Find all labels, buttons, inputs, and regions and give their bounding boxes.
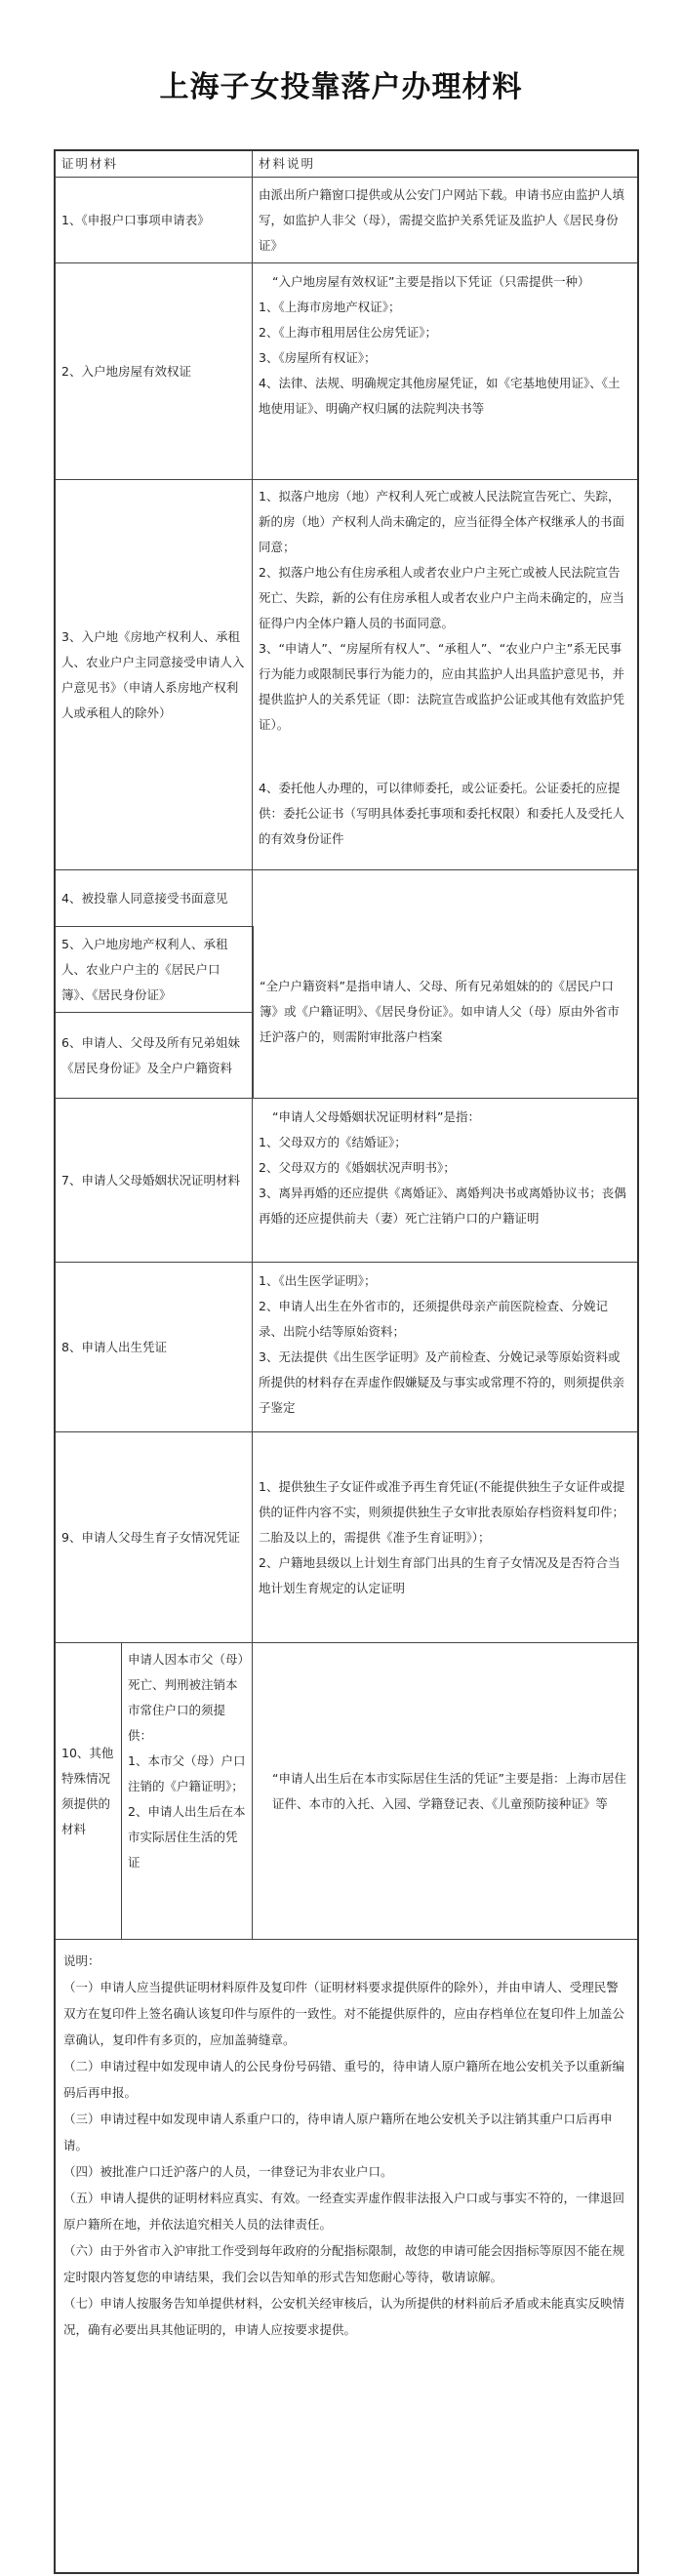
row-10-description: “申请人出生后在本市实际居住生活的凭证”主要是指：上海市居住证件、本市的入托、入园、学籍登记表、《儿童预防接种证》等 bbox=[272, 1770, 626, 1811]
row-9-description: 1、提供独生子女证件或准予再生育凭证(不能提供独生子女证件或提供的证件内容不实，则须提供独生子女审批表原始存档资料复印件；二胎及以上的，需提供《准予生育证明》）； 2、户籍地县级以上计划生育部门出具的生育子女情况及是否符合当地计划生育规定的认定证明 bbox=[259, 1478, 625, 1595]
notes-section bbox=[56, 1939, 637, 2574]
row-8-description: 1、《出生医学证明》； 2、申请人出生在外省市的，还须提供母亲产前医院检查、分娩记录、出院小结等原始资料； 3、无法提供《出生医学证明》及产前检查、分娩记录等原始资料或所提供的材料存在弄虚作假嫌疑及与事实或常理不符的，则须提供亲子鉴定 bbox=[259, 1273, 625, 1415]
row-2-material: 2、入户地房屋有效权证 bbox=[56, 263, 253, 479]
row-1-description: 由派出所户籍窗口提供或从公安门户网站下载。申请书应由监护人填写，如监护人非父（母），需提交监护关系凭证及监护人《居民身份证》 bbox=[259, 186, 625, 253]
table-row bbox=[56, 177, 637, 262]
header-materials: 证明材料 bbox=[56, 151, 253, 177]
row-1-material: 1、《申报户口事项申请表》 bbox=[56, 178, 253, 262]
table-row bbox=[56, 262, 637, 479]
table-row bbox=[56, 1642, 637, 1939]
row-4-material: 4、被投靠人同意接受书面意见 bbox=[56, 870, 253, 926]
row-3-description: 1、拟落户地房（地）产权利人死亡或被人民法院宣告死亡、失踪，新的房（地）产权利人尚未确定的，应当征得全体产权继承人的书面同意； 2、拟落户地公有住房承租人或者农业户户主死亡或被人民法院宣告死亡、失踪，新的公有住房承租人或者农业户户主尚未确定的，应当征得户内全体户籍人员的书面同意。 3、“申请人”、“房屋所有权人”、“承租人”、“农业户户主”系无民事行为能力或限制民事行为能力的，应由其监护人出具监护意见书，并提供监护人的关系凭证（即：法院宣告或监护公证或其他有效监护凭证）。 bbox=[259, 489, 625, 732]
note-item: （一）申请人应当提供证明材料原件及复印件（证明材料要求提供原件的除外），并由申请人、受理民警双方在复印件上签名确认该复印件与原件的一致性。对不能提供原件的，应由存档单位在复印件上加盖公章确认，复印件有多页的，应加盖骑缝章。 bbox=[63, 1980, 625, 2047]
note-item: （七）申请人按服务告知单提供材料，公安机关经审核后，认为所提供的材料前后矛盾或未能真实反映情况，确有必要出具其他证明的，申请人应按要求提供。 bbox=[63, 2296, 625, 2337]
header-description: 材料说明 bbox=[259, 156, 316, 171]
row-6-material: 6、申请人、父母及所有兄弟姐妹《居民身份证》及全户户籍资料 bbox=[56, 1013, 253, 1098]
table-row bbox=[56, 1098, 637, 1262]
note-item: （三）申请过程中如发现申请人系重户口的，待申请人原户籍所在地公安机关予以注销其重户口后再申请。 bbox=[63, 2112, 613, 2153]
row-4-description-text: 4、委托他人办理的，可以律师委托，或公证委托。公证委托的应提供：委托公证书（写明具体委托事项和委托权限）和委托人及受托人的有效身份证件 bbox=[259, 781, 625, 846]
note-item: （二）申请过程中如发现申请人的公民身份号码错、重号的，待申请人原户籍所在地公安机关予以重新编码后再申报。 bbox=[63, 2059, 625, 2100]
row-6-description: “全户户籍资料”是指申请人、父母、所有兄弟姐妹的的《居民户口簿》或《户籍证明》、《居民身份证》。如申请人父（母）原由外省市迁沪落户的，则需附审批落户档案 bbox=[253, 926, 637, 1098]
table-header bbox=[56, 151, 637, 177]
note-item: （六）由于外省市入沪审批工作受到每年政府的分配指标限制，故您的申请可能会因指标等原因不能在规定时限内答复您的申请结果，我们会以告知单的形式告知您耐心等待，敬请谅解。 bbox=[63, 2243, 625, 2284]
row-10-sub-material: 申请人因本市父（母）死亡、判刑被注销本市常住户口的须提供： 1、本市父（母）户口注销的《户籍证明》； 2、申请人出生后在本市实际居住生活的凭证 bbox=[122, 1643, 253, 1939]
notes-heading: 说明： bbox=[63, 1953, 100, 1968]
table-row bbox=[56, 1262, 637, 1431]
table-row bbox=[56, 1431, 637, 1642]
note-item: （四）被批准户口迁沪落户的人员，一律登记为非农业户口。 bbox=[63, 2164, 393, 2179]
page-title: 上海子女投靠落户办理材料 bbox=[159, 70, 523, 104]
row-7-material: 7、申请人父母婚姻状况证明材料 bbox=[56, 1099, 253, 1262]
materials-table bbox=[54, 149, 639, 2574]
note-item: （五）申请人提供的证明材料应真实、有效。一经查实弄虚作假非法报入户口或与事实不符的，一律退回原户籍所在地，并依法追究相关人员的法律责任。 bbox=[63, 2191, 625, 2232]
row-8-material: 8、申请人出生凭证 bbox=[56, 1263, 253, 1431]
row-7-description: “申请人父母婚姻状况证明材料”是指： 1、父母双方的《结婚证》； 2、父母双方的《婚姻状况声明书》； 3、离异再婚的还应提供《离婚证》、离婚判决书或离婚协议书；丧偶再婚的还应提供前夫（妻）死亡注销户口的户籍证明 bbox=[259, 1109, 626, 1226]
row-2-description: “入户地房屋有效权证”主要是指以下凭证（只需提供一种） 1、《上海市房地产权证》； 2、《上海市租用居住公房凭证》； 3、《房屋所有权证》； 4、法律、法规、明确规定其他房屋凭证，如《宅基地使用证》、《土地使用证》、明确产权归属的法院判决书等 bbox=[259, 274, 621, 416]
row-9-material: 9、申请人父母生育子女情况凭证 bbox=[56, 1432, 253, 1642]
row-5-material: 5、入户地房地产权利人、承租人、农业户户主的《居民户口簿》、《居民身份证》 bbox=[56, 927, 253, 1012]
row-3-material: 3、入户地《房地产权利人、承租人、农业户户主同意接受申请人入户意见书》（申请人系房地产权利人或承租人的除外） bbox=[56, 480, 253, 869]
row-10-material: 10、其他特殊情况须提供的材料 bbox=[56, 1643, 122, 1939]
